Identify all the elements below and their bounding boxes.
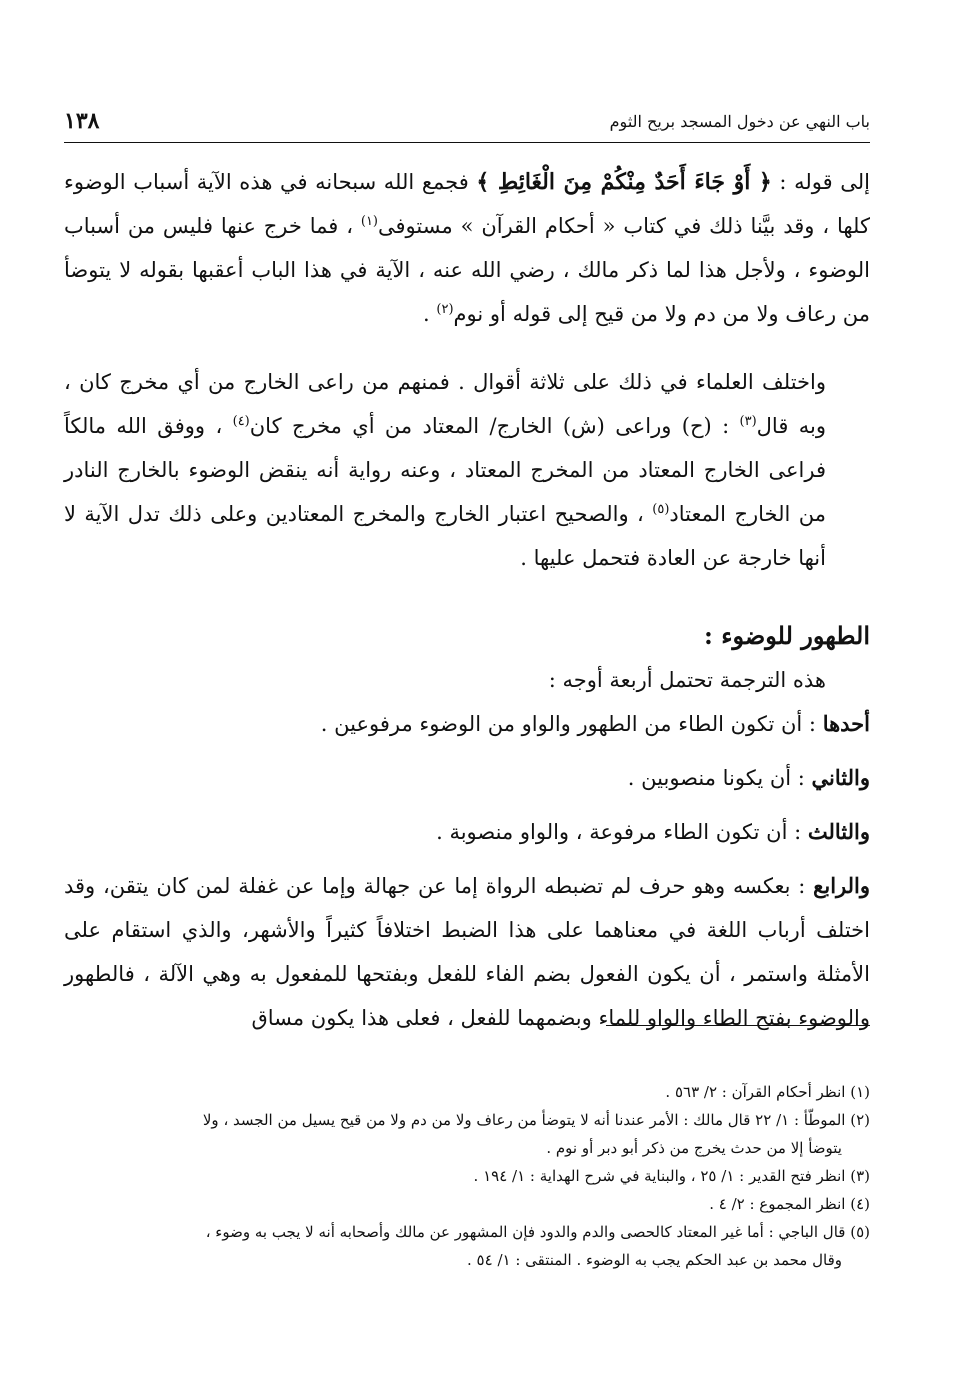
text-run: إلى قوله :: [771, 170, 870, 194]
text-run: .: [423, 302, 437, 326]
footnote-ref-3: (٣): [739, 414, 757, 429]
footnote-continuation: يتوضأ إلا من حدث يخرج من ذكر أبو دبر أو نوم .: [546, 1139, 842, 1157]
footnote: (١) انظر أحكام القرآن : ٢/ ٥٦٣ .: [665, 1083, 870, 1101]
list-item-label: والرابع: [813, 873, 870, 898]
list-item: [64, 810, 870, 854]
text-run: ، والصحيح اعتبار الخارج والمخرج المعتادين وعلى ذلك تدل الآية لا أنها خارجة عن العادة فتحمل عليها .: [64, 502, 826, 570]
section-intro: هذه الترجمة تحتمل أربعة أوجه :: [548, 668, 826, 692]
section-heading: الطهور للوضوء :: [703, 621, 870, 650]
paragraph-1: [64, 160, 870, 336]
footnote: (٥) قال الباجي : أما غير المعتاد كالحصى والدم والدود فإن المشهور عن مالك وأصحابه أنه لا يجب به وضوء ،: [205, 1223, 870, 1241]
footnote: (٣) انظر فتح القدير : ١/ ٢٥ ، والبناية في شرح الهداية : ١/ ١٩٤ .: [473, 1167, 870, 1185]
footnote: (٢) الموطّأ : ١/ ٢٢ قال مالك : الأمر عندنا أنه لا يتوضأ من رعاف ولا من دم ولا من قيح يسيل من الجسد ، ولا: [202, 1111, 870, 1129]
list-item-text: : أن تكون الطاء مرفوعة ، والواو منصوبة .: [436, 820, 808, 844]
list-item-text: : أن يكونا منصوبين .: [627, 766, 812, 790]
text-run: ، ووفق الله مالكاً فراعى الخارج المعتاد من المخرج المعتاد ، وعنه رواية أنه ينقض الوضوء بالخارج النادر من الخارج المعتاد: [64, 414, 826, 526]
footnotes: [64, 1078, 870, 1274]
list-item-label: والثاني: [811, 765, 870, 790]
footnote-ref-1: (١): [360, 214, 378, 229]
list-item-label: والثالث: [807, 819, 870, 844]
footnote-ref-2: (٢): [436, 302, 454, 317]
footnote-separator: [606, 1025, 870, 1026]
text-run: : (ح) وراعى (ش) الخارج/ المعتاد من أي مخرج كان: [249, 414, 740, 438]
text-run: ، فما خرج عنها فليس من أسباب الوضوء ، ولأجل هذا لما ذكر مالك ، رضي الله عنه ، الآية في هذا الباب أعقبها بقوله لا يتوضأ من رعاف ولا من دم ولا من قيح إلى قوله أو نوم: [64, 214, 870, 326]
page-number: ١٣٨: [64, 108, 100, 134]
footnote: (٤) انظر المجموع : ٢/ ٤ .: [709, 1195, 870, 1213]
running-title: باب النهي عن دخول المسجد بريح الثوم: [609, 112, 870, 131]
footnote-ref-4: (٤): [232, 414, 250, 429]
paragraph-2: [64, 360, 826, 580]
list-item: [64, 756, 870, 800]
quran-verse: ﴿ أَوْ جَاءَ أَحَدٌ مِنْكُمْ مِنَ الْغَائِطِ ﴾: [476, 169, 772, 195]
footnote-ref-5: (٥): [652, 502, 670, 517]
main-text: [64, 160, 870, 1040]
footnote-continuation: وقال محمد بن عبد الحكم يجب به الوضوء . المنتقى : ١/ ٥٤ .: [467, 1251, 842, 1269]
text-run: فجمع الله سبحانه في هذه الآية أسباب الوضوء كلها ، وقد بيَّنا ذلك في كتاب « أحكام القرآن » مستوفى: [64, 170, 871, 238]
list-item-text: : بعكسه وهو حرف لم تضبطه الرواة إما عن جهالة وإما عن غفلة لمن كان يتقن، وقد اختلف أرباب اللغة في معناهما على هذا الضبط اختلافاً كثيراً والأشهر، والذي استقام على الأمثلة واستمر ، أن يكون الفعول بضم الفاء للفعل وبفتحها للمفعول به وهي الآلة ، فالطهور والوضوء بفتح الطاء والواو للماء وبضمهما للفعل ، فعلى هذا يكون مساق: [64, 874, 870, 1030]
list-item-fourth: [64, 864, 870, 1040]
list-item-label: أحدها: [822, 711, 870, 736]
text-run: واختلف العلماء في ذلك على ثلاثة أقوال . فمنهم من راعى الخارج من أي مخرج كان ، وبه قال: [64, 370, 826, 438]
list-item-text: : أن تكون الطاء من الطهور والواو من الوضوء مرفوعين .: [320, 712, 823, 736]
list-item: [64, 702, 870, 746]
page-header: [64, 108, 870, 143]
